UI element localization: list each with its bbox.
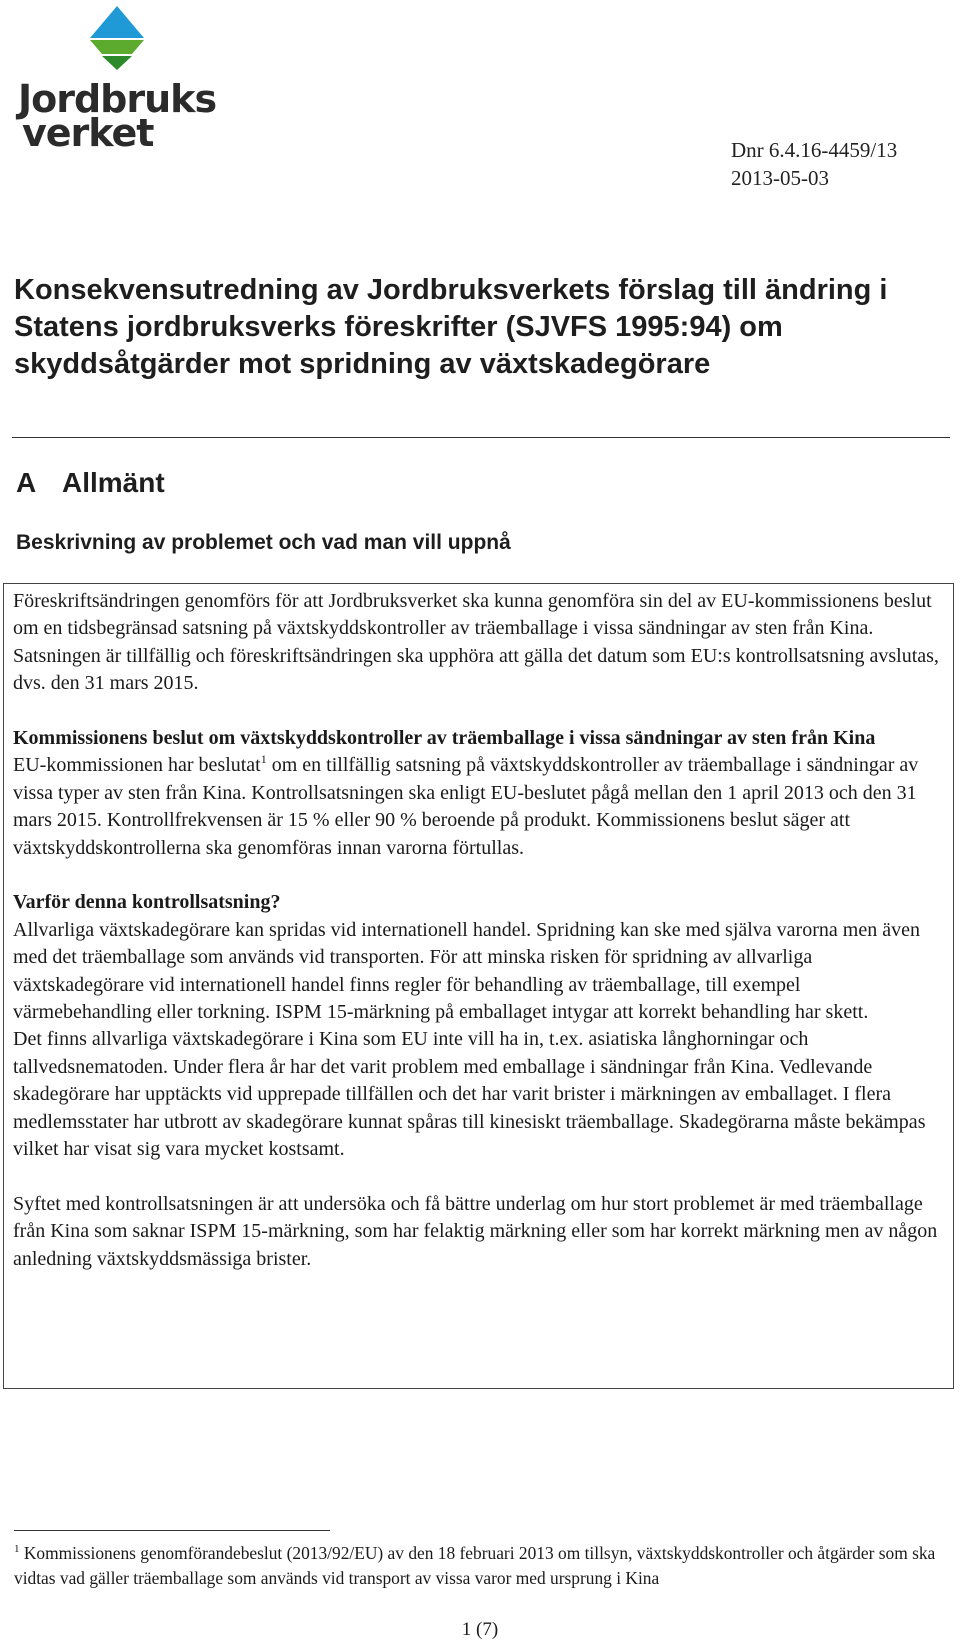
footnote xyxy=(14,1541,946,1591)
logo-text-line2: verket xyxy=(22,111,154,155)
decision-heading: Kommissionens beslut om växtskyddskontroller av träemballage i vissa sändningar av sten från Kina xyxy=(13,727,876,750)
intro-paragraph: Föreskriftsändringen genomförs för att Jordbruksverket ska kunna genomföra sin del av EU-kommissionens beslut om en tidsbegränsad satsning på växtskyddskontroller av träemballage i vissa sändningar av sten från Kina. Satsningen är tillfällig och föreskriftsändringen ska upphöra att gälla det datum som EU:s kontrollsatsning avslutas, dvs. den 31 mars 2015. xyxy=(13,590,939,695)
section-title: Allmänt xyxy=(62,467,165,498)
purpose-paragraph: Syftet med kontrollsatsningen är att undersöka och få bättre underlag om hur stort problemet är med träemballage från Kina som saknar ISPM 15-märkning, som har felaktig märkning eller som har korrekt märkning men av någon anledning växtskyddsmässiga brister. xyxy=(13,1192,938,1270)
document-date: 2013-05-03 xyxy=(731,166,829,190)
logo-diamond-icon xyxy=(14,4,200,70)
why-paragraph-1: Allvarliga växtskadegörare kan spridas vid internationell handel. Spridning kan ske med själva varorna men även med det träemballage som används vid transporten. För att minska risken för spridning av allvarliga växtskadegörare vid internationell handel finns regler för behandling av träemballage, till exempel värmebehandling eller torkning. ISPM 15-märkning på emballaget intygar att korrekt behandling har skett. xyxy=(13,918,920,1024)
document-number: Dnr 6.4.16-4459/13 xyxy=(731,138,898,162)
document-header xyxy=(731,136,897,192)
section-letter: A xyxy=(16,467,37,498)
footnote-reference[interactable]: 1 xyxy=(260,752,267,767)
jordbruksverket-logo xyxy=(14,4,217,155)
decision-paragraph xyxy=(13,752,941,862)
page-title: Konsekvensutredning av Jordbruksverkets förslag till ändring i Statens jordbruksverks föreskrifter (SJVFS 1995:94) om skyddsåtgärder mot spridning av växtskadegörare xyxy=(14,274,888,380)
content-text xyxy=(13,588,941,1273)
why-paragraph-2: Det finns allvarliga växtskadegörare i Kina som EU inte vill ha in, t.ex. asiatiska långhorningar och tallvedsnematoden. Under flera år har det varit problem med emballage i sändningar från Kina. Vedlevande skadegörare har upptäckts vid upprepade tillfällen och det har varit brister i märkningen av emballaget. I flera medlemsstater har utbrott av skadegörare kunnat spåras till kinesiskt träemballage. Skadegörarna måste bekämpas vilket har visat sig vara mycket kostsamt. xyxy=(13,1028,926,1161)
why-heading: Varför denna kontrollsatsning? xyxy=(13,891,281,914)
logo-text-line1: Jordbruks xyxy=(18,77,217,121)
section-heading xyxy=(16,466,165,500)
decision-text-end: om en tillfällig satsning på växtskyddskontroller av träemballage i sändningar av vissa typer av sten från Kina. Kontrollsatsningen ska enligt EU-beslutet pågå mellan den 1 april 2013 och den 31 mars 2015. Kontrollfrekvensen är 15 % eller 90 % beroende på produkt. Kommissionens beslut säger att växtskyddskontrollerna ska genomföras innan varorna förtullas. xyxy=(13,754,919,859)
decision-text-start: EU-kommissionen har beslutat xyxy=(13,754,261,777)
footnote-text: Kommissionens genomförandebeslut (2013/92/EU) av den 18 februari 2013 om tillsyn, växtskyddskontroller och åtgärder som ska vidtas vad gäller träemballage som används vid transport av vissa varor med ursprung i Kina xyxy=(14,1543,936,1588)
footnote-divider xyxy=(14,1530,330,1531)
title-divider xyxy=(12,437,950,438)
subheading: Beskrivning av problemet och vad man vill uppnå xyxy=(16,531,511,554)
footnote-number: 1 xyxy=(14,1543,20,1555)
page-number: 1 (7) xyxy=(461,1619,499,1640)
